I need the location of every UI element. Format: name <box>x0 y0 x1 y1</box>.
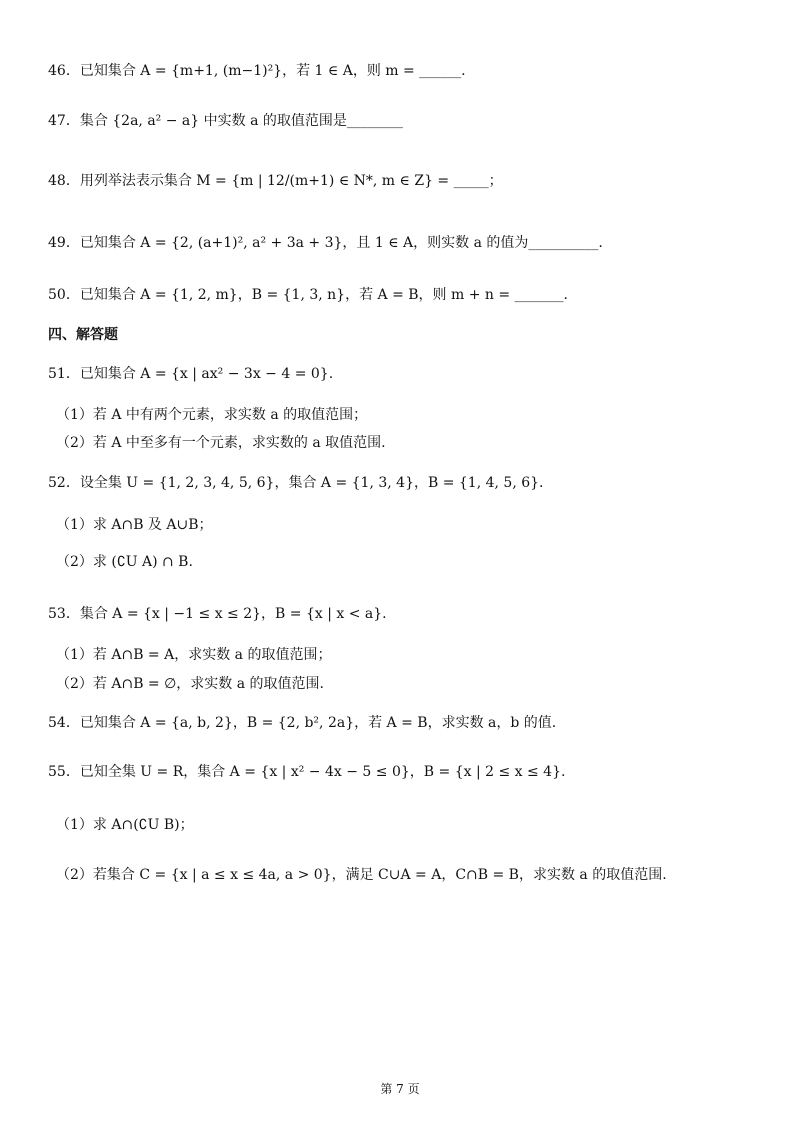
question-53-stem: 53．集合 A = {x | −1 ≤ x ≤ 2}，B = {x | x < a}. <box>48 606 387 622</box>
question-51-part-2: （2）若 A 中至多有一个元素，求实数的 a 取值范围. <box>56 435 386 451</box>
question-55-part-2: （2）若集合 C = {x | a ≤ x ≤ 4a, a > 0}，满足 C∪A = A，C∩B = B，求实数 a 的取值范围. <box>56 867 667 883</box>
question-51-part-1: （1）若 A 中有两个元素，求实数 a 的取值范围； <box>56 407 368 423</box>
question-55-part-1: （1）求 A∩(∁U B)； <box>56 817 194 833</box>
page-number: 第 7 页 <box>380 1082 420 1096</box>
section-heading: 四、解答题 <box>48 327 118 343</box>
question-55-stem: 55．已知全集 U = R，集合 A = {x | x² − 4x − 5 ≤ 0}，B = {x | 2 ≤ x ≤ 4}. <box>48 764 566 780</box>
question-48: 48．用列举法表示集合 M = {m | 12/(m+1) ∈ N*, m ∈ Z} = _____； <box>48 173 503 189</box>
question-50: 50．已知集合 A = {1, 2, m}，B = {1, 3, n}，若 A = B，则 m + n = _______. <box>48 287 569 303</box>
question-47: 47．集合 {2a, a² − a} 中实数 a 的取值范围是________ <box>48 113 403 129</box>
question-51-stem: 51．已知集合 A = {x | ax² − 3x − 4 = 0}. <box>48 366 334 382</box>
question-52-part-2: （2）求 (∁U A) ∩ B. <box>56 554 193 570</box>
question-46: 46．已知集合 A = {m+1, (m−1)²}，若 1 ∈ A，则 m = ______. <box>48 63 466 79</box>
question-49: 49．已知集合 A = {2, (a+1)², a² + 3a + 3}，且 1 ∈ A，则实数 a 的值为__________. <box>48 235 603 251</box>
question-54-stem: 54．已知集合 A = {a, b, 2}，B = {2, b², 2a}，若 A = B，求实数 a，b 的值. <box>48 715 557 731</box>
question-52-part-1: （1）求 A∩B 及 A∪B； <box>56 517 213 533</box>
question-53-part-1: （1）若 A∩B = A，求实数 a 的取值范围； <box>56 647 332 663</box>
question-52-stem: 52．设全集 U = {1, 2, 3, 4, 5, 6}，集合 A = {1, 3, 4}，B = {1, 4, 5, 6}. <box>48 475 544 491</box>
question-53-part-2: （2）若 A∩B = ∅，求实数 a 的取值范围. <box>56 676 325 692</box>
